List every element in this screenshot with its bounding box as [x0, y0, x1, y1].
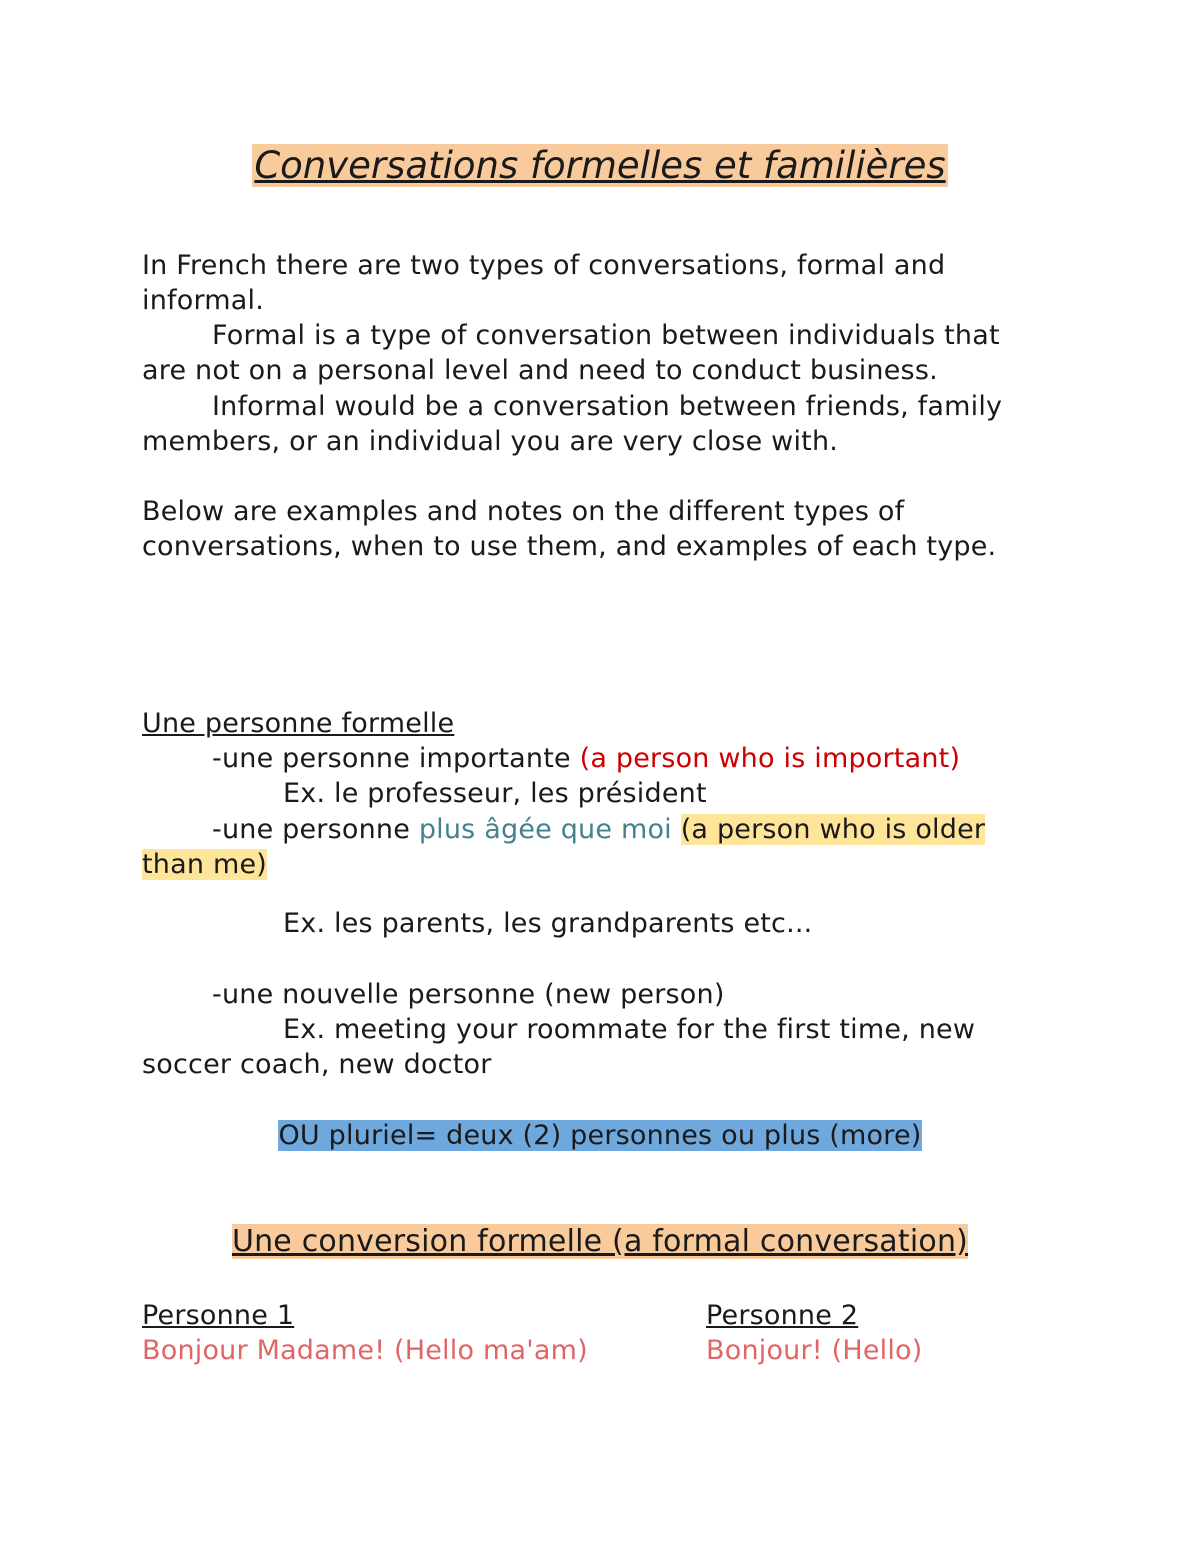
older-person-en: (a person who is older	[680, 814, 986, 845]
informal-definition-line-1: Informal would be a conversation between friends, family	[212, 391, 1003, 422]
new-person-item: -une nouvelle personne (new person)	[212, 979, 725, 1010]
person-2-label: Personne 2	[706, 1300, 859, 1331]
important-person-example: Ex. le professeur, les président	[283, 778, 707, 809]
intro-line-1: In French there are two types of conversations, formal and	[142, 250, 946, 281]
person-1-line: Bonjour Madame! (Hello ma'am)	[142, 1335, 588, 1366]
intro-line-2: informal.	[142, 285, 264, 316]
informal-definition-line-2: members, or an individual you are very close with.	[142, 426, 839, 457]
plural-note	[0, 1118, 1200, 1153]
older-person-example: Ex. les parents, les grandparents etc...	[283, 908, 813, 939]
older-person-fr: plus âgée que moi	[418, 814, 672, 845]
new-person-example-line-2: soccer coach, new doctor	[142, 1049, 492, 1080]
document-title: Conversations formelles et familières	[254, 144, 946, 187]
important-person-en: (a person who is important)	[579, 743, 961, 774]
formal-conversation-heading	[0, 1223, 1200, 1261]
below-note-line-2: conversations, when to use them, and examples of each type.	[142, 531, 997, 562]
older-person-item	[212, 812, 985, 847]
older-person-prefix: -une personne	[212, 814, 419, 845]
formal-conversation-heading-text: Une conversion formelle (a formal conversation)	[231, 1224, 969, 1259]
person-1-label: Personne 1	[142, 1300, 295, 1331]
person-2-line: Bonjour! (Hello)	[706, 1335, 923, 1366]
older-person-item-cont	[142, 847, 267, 882]
formal-person-heading: Une personne formelle	[142, 708, 455, 739]
older-person-en-cont: than me)	[142, 849, 267, 880]
formal-definition-line-2: are not on a personal level and need to conduct business.	[142, 355, 938, 386]
below-note-line-1: Below are examples and notes on the different types of	[142, 496, 905, 527]
important-person-item	[212, 741, 960, 776]
formal-definition-line-1: Formal is a type of conversation between individuals that	[212, 320, 1000, 351]
important-person-fr: -une personne importante	[212, 743, 580, 774]
plural-note-text: OU pluriel= deux (2) personnes ou plus (more)	[278, 1120, 922, 1151]
new-person-example-line-1: Ex. meeting your roommate for the first time, new	[283, 1014, 976, 1045]
